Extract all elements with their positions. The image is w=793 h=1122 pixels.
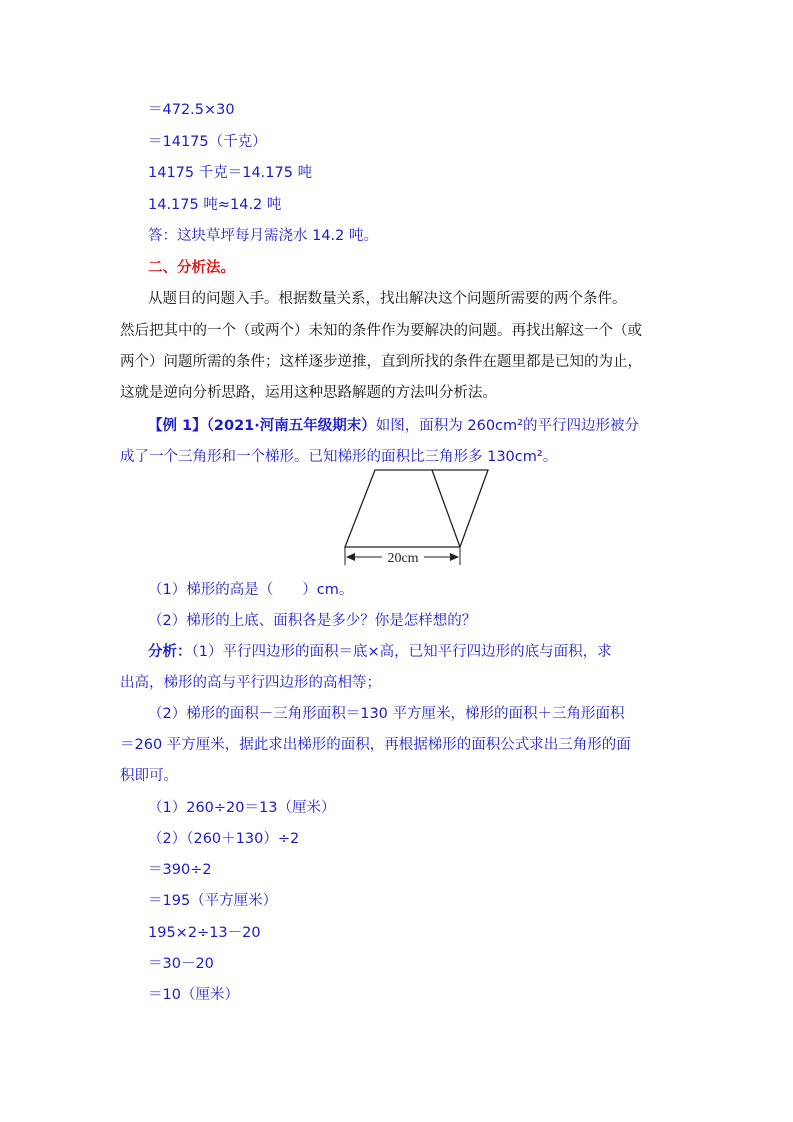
analysis-line: 出高，梯形的高与平行四边形的高相等；	[120, 675, 381, 691]
calc-line: 14175 千克＝14.175 吨	[148, 165, 313, 181]
analysis-line: 积即可。	[120, 768, 178, 784]
example-text: 如图，面积为 260cm²的平行四边形被分	[375, 418, 639, 434]
question-2: （2）梯形的上底、面积各是多少？你是怎样想的？	[148, 613, 477, 629]
solution-line: 195×2÷13－20	[148, 925, 261, 941]
paragraph-line: 然后把其中的一个（或两个）未知的条件作为要解决的问题。再找出解这一个（或	[120, 323, 642, 339]
arrow-left-icon	[346, 553, 355, 561]
analysis-text: （1）平行四边形的面积＝底×高，已知平行四边形的底与面积，求	[191, 644, 612, 660]
calc-line: 14.175 吨≈14.2 吨	[148, 197, 282, 213]
calc-line: ＝472.5×30	[148, 102, 235, 118]
solution-line: ＝30－20	[148, 956, 214, 972]
question-1: （1）梯形的高是（ ）cm。	[148, 582, 354, 598]
solution-line: ＝195（平方厘米）	[148, 893, 278, 909]
dimension-label: 20cm	[387, 551, 419, 566]
example-line: 成了一个三角形和一个梯形。已知梯形的面积比三角形多 130cm²。	[120, 449, 558, 465]
solution-line: ＝390÷2	[148, 862, 212, 878]
paragraph-line: 这就是逆向分析思路，运用这种思路解题的方法叫分析法。	[120, 385, 497, 401]
divider-line	[432, 470, 460, 547]
arrow-right-icon	[450, 553, 459, 561]
solution-line: ＝10（厘米）	[148, 987, 239, 1003]
parallelogram-shape	[345, 470, 488, 547]
solution-line: （1）260÷20＝13（厘米）	[148, 800, 336, 816]
section-heading: 二、分析法。	[148, 260, 235, 276]
paragraph-line: 从题目的问题入手。根据数量关系，找出解决这个问题所需要的两个条件。	[148, 291, 627, 307]
answer-line: 答：这块草坪每月需浇水 14.2 吨。	[148, 228, 379, 244]
analysis-label: 分析：	[148, 644, 192, 660]
analysis-line: ＝260 平方厘米，据此求出梯形的面积，再根据梯形的面积公式求出三角形的面	[120, 737, 631, 753]
example-label: 【例 1】（2021·河南五年级期末）	[148, 418, 376, 434]
paragraph-line: 两个）问题所需的条件；这样逐步逆推，直到所找的条件在题里都是已知的为止，	[120, 354, 642, 370]
solution-line: （2）（260＋130）÷2	[148, 831, 300, 847]
calc-line: ＝14175（千克）	[148, 134, 267, 150]
analysis-line	[148, 642, 612, 662]
analysis-line: （2）梯形的面积－三角形面积＝130 平方厘米，梯形的面积＋三角形面积	[148, 706, 625, 722]
